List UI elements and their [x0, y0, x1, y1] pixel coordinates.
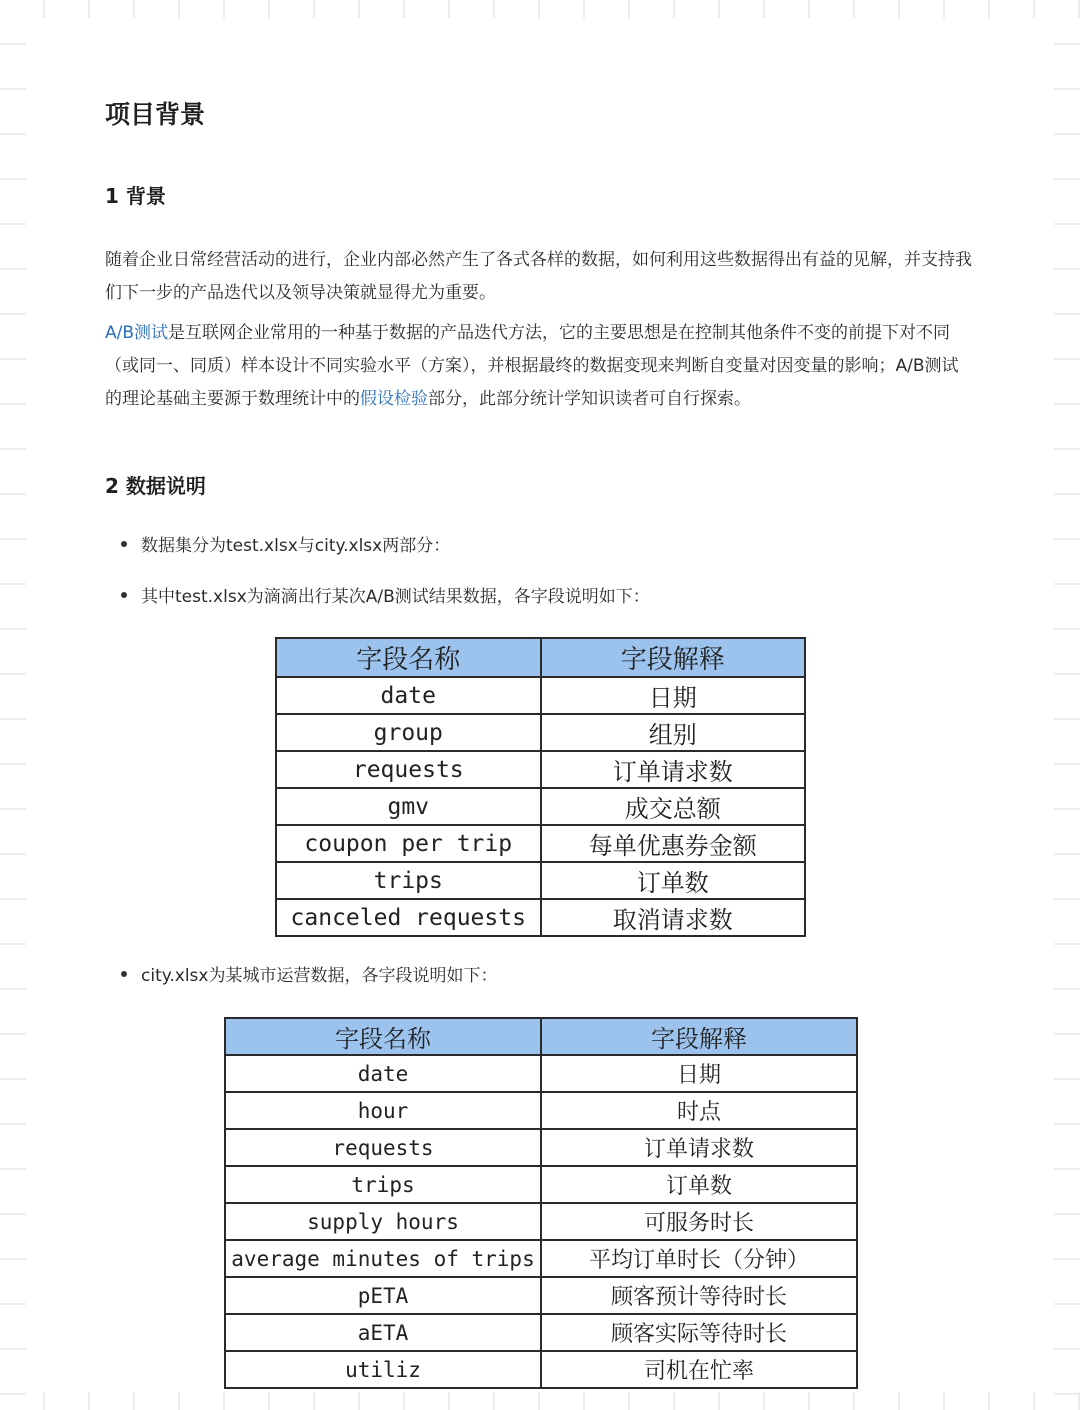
- field-description-cell: 订单数: [541, 862, 806, 899]
- field-name-cell: group: [276, 714, 541, 751]
- table-row: [276, 714, 805, 751]
- section-heading-background: 1 背景: [105, 184, 166, 208]
- field-description-cell: 顾客预计等待时长: [541, 1277, 857, 1314]
- paragraph-text: 是互联网企业常用的一种基于数据的产品迭代方法，它的主要思想是在控制其他条件不变的前提下对不同（或同一、同质）样本设计不同实验水平（方案），并根据最终的数据变现来判断自变量对因变量的影响；A/B测试的理论基础主要源于数理统计中的: [105, 323, 959, 409]
- city-fields-table: [224, 1017, 858, 1389]
- table-row: [225, 1351, 857, 1388]
- background-paragraph-1: 随着企业日常经营活动的进行，企业内部必然产生了各式各样的数据，如何利用这些数据得出有益的见解，并支持我们下一步的产品迭代以及领导决策就显得尤为重要。: [105, 250, 972, 303]
- field-description-cell: 组别: [541, 714, 806, 751]
- column-header-field-description: 字段解释: [541, 638, 806, 677]
- table-header-row: [276, 638, 805, 677]
- page-title: 项目背景: [105, 100, 206, 129]
- table-row: [225, 1129, 857, 1166]
- field-name-cell: supply hours: [225, 1203, 541, 1240]
- section-heading-data-description: 2 数据说明: [105, 474, 206, 498]
- table-row: [225, 1277, 857, 1314]
- field-name-cell: aETA: [225, 1314, 541, 1351]
- table-row: [276, 751, 805, 788]
- field-description-cell: 订单请求数: [541, 1129, 857, 1166]
- field-name-cell: trips: [225, 1166, 541, 1203]
- field-description-cell: 时点: [541, 1092, 857, 1129]
- table-row: [225, 1314, 857, 1351]
- bullet-dot-icon: [121, 971, 127, 977]
- field-description-cell: 司机在忙率: [541, 1351, 857, 1388]
- table-row: [276, 677, 805, 714]
- table-row: [225, 1203, 857, 1240]
- field-description-cell: 成交总额: [541, 788, 806, 825]
- table-row: [225, 1055, 857, 1092]
- hypothesis-testing-link[interactable]: 假设检验: [360, 389, 428, 409]
- field-description-cell: 日期: [541, 677, 806, 714]
- field-description-cell: 取消请求数: [541, 899, 806, 936]
- paragraph-text: 部分，此部分统计学知识读者可自行探索。: [428, 389, 751, 409]
- field-description-cell: 每单优惠券金额: [541, 825, 806, 862]
- grid-decoration-left: [0, 0, 26, 1410]
- field-description-cell: 订单请求数: [541, 751, 806, 788]
- bullet-item: [121, 582, 650, 607]
- field-name-cell: utiliz: [225, 1351, 541, 1388]
- background-paragraph-2: [105, 317, 975, 416]
- bullet-text: 其中test.xlsx为滴滴出行某次A/B测试结果数据，各字段说明如下：: [141, 587, 650, 607]
- field-name-cell: trips: [276, 862, 541, 899]
- field-name-cell: requests: [225, 1129, 541, 1166]
- field-description-cell: 平均订单时长（分钟）: [541, 1240, 857, 1277]
- field-name-cell: average minutes of trips: [225, 1240, 541, 1277]
- column-header-field-description: 字段解释: [541, 1018, 857, 1055]
- field-description-cell: 日期: [541, 1055, 857, 1092]
- field-description-cell: 顾客实际等待时长: [541, 1314, 857, 1351]
- table-row: [225, 1166, 857, 1203]
- table-header-row: [225, 1018, 857, 1055]
- bullet-text: 数据集分为test.xlsx与city.xlsx两部分：: [141, 536, 451, 556]
- bullet-dot-icon: [121, 592, 127, 598]
- column-header-field-name: 字段名称: [276, 638, 541, 677]
- bullet-text: city.xlsx为某城市运营数据，各字段说明如下：: [141, 966, 498, 986]
- bullet-item: [121, 531, 450, 556]
- bullet-dot-icon: [121, 541, 127, 547]
- table-row: [276, 825, 805, 862]
- bullet-item: [121, 961, 497, 986]
- grid-decoration-right: [1054, 0, 1080, 1410]
- field-name-cell: hour: [225, 1092, 541, 1129]
- field-name-cell: gmv: [276, 788, 541, 825]
- field-name-cell: pETA: [225, 1277, 541, 1314]
- field-name-cell: canceled requests: [276, 899, 541, 936]
- table-row: [276, 788, 805, 825]
- field-name-cell: date: [225, 1055, 541, 1092]
- field-description-cell: 可服务时长: [541, 1203, 857, 1240]
- field-name-cell: requests: [276, 751, 541, 788]
- field-name-cell: coupon per trip: [276, 825, 541, 862]
- grid-decoration-bottom: [0, 1392, 1080, 1410]
- table-row: [276, 862, 805, 899]
- grid-decoration-top: [0, 0, 1080, 18]
- table-row: [225, 1240, 857, 1277]
- column-header-field-name: 字段名称: [225, 1018, 541, 1055]
- field-name-cell: date: [276, 677, 541, 714]
- table-row: [276, 899, 805, 936]
- test-fields-table: [275, 637, 806, 937]
- field-description-cell: 订单数: [541, 1166, 857, 1203]
- ab-test-link[interactable]: A/B测试: [105, 323, 169, 343]
- table-row: [225, 1092, 857, 1129]
